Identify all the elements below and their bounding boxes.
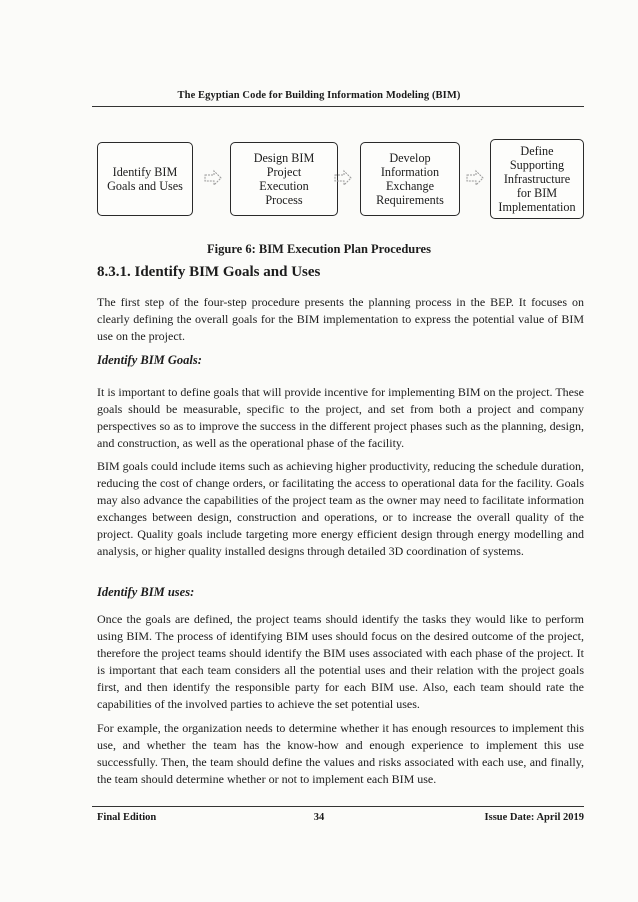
figure-step-2-line-1: Design BIM [253,151,315,165]
page-number: 34 [313,812,325,823]
right-arrow-icon [465,168,485,188]
figure-step-3-line-3: Exchange [385,179,435,193]
figure-step-3-line-2: Information [380,165,440,179]
running-header: The Egyptian Code for Building Information Modeling (BIM) [177,90,461,101]
footer-edition: Final Edition [97,812,157,823]
goals-paragraph-2: BIM goals could include items such as achieving higher productivity, reducing the schedule duration, reducing the cost of change orders, or facilitating the access to operational data for the facility. Goals may also advance the capabilities of the project team as the owner may need to facilitate information exchanges between design, construction and operations, or to increase the overall quality of the project. Quality goals include targeting more energy efficient design through energy modelling and analysis, or higher quality installed designs through detailed 3D coordination of systems. [97,459,584,558]
figure-step-4-line-4: for BIM [516,186,558,200]
uses-paragraph-1: Once the goals are defined, the project teams should identify the tasks they would like to perform using BIM. The process of identifying BIM uses should focus on the desired outcome of the project, therefore the project teams should identify the BIM uses associated with each phase of the project. It is important that each team considers all the potential uses and their relation with the project goals first, and then identify the responsible party for each BIM use. Also, each team should rate the capabilities of the involved parties to achieve the set potential uses. [97,612,584,711]
figure-step-4-line-1: Define [520,144,554,158]
figure-step-4-line-2: Supporting [509,158,565,172]
figure-step-1-line-1: Identify BIM [112,165,178,179]
intro-paragraph: The first step of the four-step procedure presents the planning process in the BEP. It focuses on clearly defining the overall goals for the BIM implementation to express the potential value of BIM use on the project. [97,295,584,343]
uses-paragraph-2: For example, the organization needs to determine whether it has enough resources to implement this use, and whether the team has the know-how and enough experience to implement this use successfully. Then, the team should define the values and risks associated with each use, and finally, the team should determine whether or not to implement each BIM use. [97,721,584,786]
right-arrow-icon [333,168,353,188]
figure-step-3-line-4: Requirements [376,193,444,207]
figure-step-4-line-3: Infrastructure [503,172,571,186]
figure-step-3-box [360,142,460,216]
uses-subheading: Identify BIM uses: [97,585,195,599]
figure-step-4-line-5: Implementation [498,200,576,214]
figure-step-2-line-2: Project [266,165,302,179]
figure-step-2-line-3: Execution [259,179,309,193]
right-arrow-icon [203,168,223,188]
figure-step-1-box [97,142,193,216]
footer-rule [92,806,584,807]
goals-subheading: Identify BIM Goals: [97,353,202,367]
figure-step-2-box [230,142,338,216]
goals-paragraph-1: It is important to define goals that will provide incentive for implementing BIM on the project. These goals should be measurable, specific to the project, and set from both a project and company perspectives so as to improve the success in the different project phases such as the planning, design, and construction, as well as the operational phase of the facility. [97,385,584,450]
figure-step-1-line-2: Goals and Uses [107,179,183,193]
figure-step-3-line-1: Develop [389,151,431,165]
section-heading: 8.3.1. Identify BIM Goals and Uses [97,264,321,280]
figure-step-4-box [490,139,584,219]
header-rule [92,106,584,107]
footer-issue-date: Issue Date: April 2019 [484,812,584,823]
figure-step-2-line-4: Process [265,193,303,207]
figure-caption: Figure 6: BIM Execution Plan Procedures [207,242,431,256]
